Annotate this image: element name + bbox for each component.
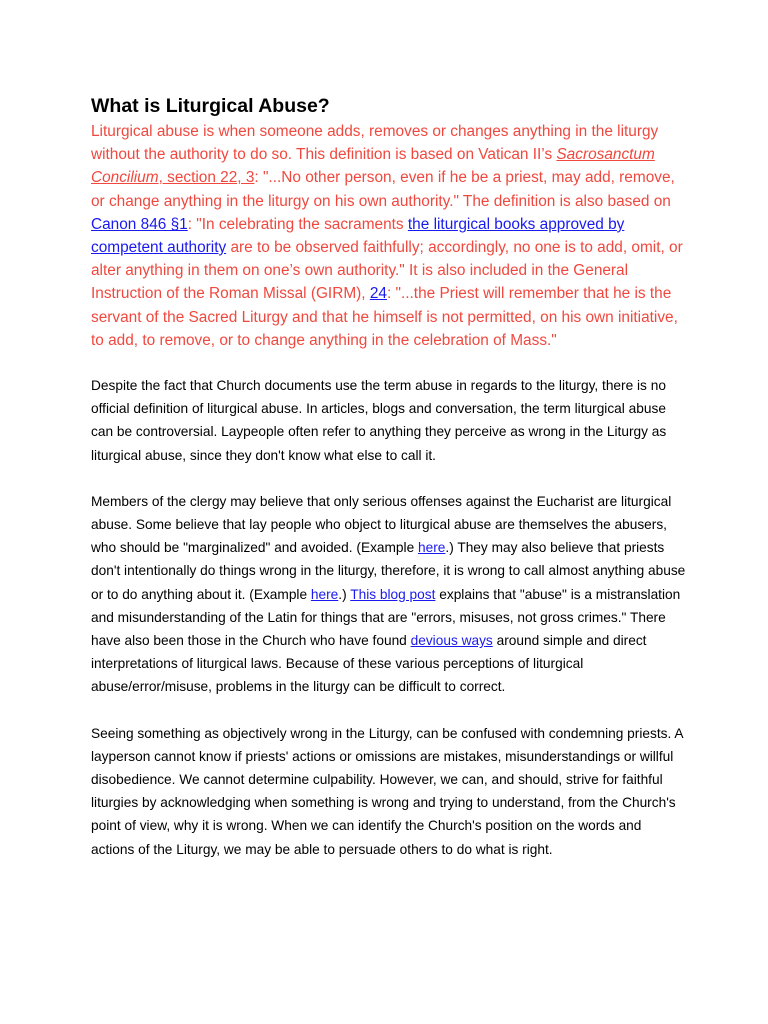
intro-text-1: Liturgical abuse is when someone adds, removes or changes anything in the liturgy without the authority to do so. This definition is based on Vatican II’s [91, 123, 659, 164]
paragraph-culpability: Seeing something as objectively wrong in the Liturgy, can be confused with condemning priests. A layperson cannot know if priests' actions or omissions are mistakes, misunderstandings or willful disobedience. We cannot determine culpability. However, we can, and should, strive for faithful liturgies by acknowledging when something is wrong and trying to understand, from the Church's point of view, why it is wrong. When we can identify the Church's position on the words and actions of the Liturgy, we may be able to persuade others to do what is right. [91, 725, 683, 857]
canon-846-link[interactable]: Canon 846 §1 [91, 215, 188, 233]
example-here-link-2[interactable]: here [310, 586, 339, 602]
para2-text-4: explains that "abuse" is a mistranslation and misunderstanding of the Latin for things that are "errors, misuses, not gross crimes." There have also been those in the Church who have found [91, 586, 681, 649]
section-ref: , section 22, 3 [158, 169, 255, 187]
page-title: What is Liturgical Abuse? [91, 95, 330, 117]
blog-post-link[interactable]: This blog post [350, 586, 436, 602]
para2-text-3: .) [338, 586, 351, 602]
sacrosanctum-concilium-ref: Sacrosanctum Concilium [91, 146, 655, 187]
paragraph-clergy-views [91, 490, 687, 699]
document-page [91, 92, 687, 884]
definition-paragraph [91, 120, 687, 352]
para2-text-1: Members of the clergy may believe that only serious offenses against the Eucharist are liturgical abuse. Some believe that lay people who object to liturgical abuse are themselves the abusers, who should be "marginalized" and avoided. (Example [91, 493, 672, 556]
devious-ways-link[interactable]: devious ways [410, 633, 493, 649]
paragraph-definition-context: Despite the fact that Church documents use the term abuse in regards to the liturgy, there is no official definition of liturgical abuse. In articles, blogs and conversation, the term liturgical abuse can be controversial. Laypeople often refer to anything they perceive as wrong in the Liturgy as liturgical abuse, since they don't know what else to call it. [91, 378, 667, 463]
para2-text-2: .) They may also believe that priests don't intentionally do things wrong in the liturgy, therefore, it is wrong to call almost anything abuse or to do anything about it. (Example [91, 540, 686, 602]
liturgical-books-link[interactable]: the liturgical books approved by competent authority [91, 215, 625, 257]
intro-text-3: : "In celebrating the sacraments [187, 215, 408, 233]
intro-text-5: : "...the Priest will remember that he is the servant of the Sacred Liturgy and that he himself is not permitted, on his own initiative, to add, to remove, or to change anything in the celebration of Mass." [91, 285, 678, 349]
girm-24-link[interactable]: 24 [369, 285, 387, 303]
intro-text-4: are to be observed faithfully; accordingly, no one is to add, omit, or alter anything in them on one’s own authority." It is also included in the General Instruction of the Roman Missal (GIRM), [91, 239, 683, 303]
example-here-link-1[interactable]: here [418, 540, 446, 556]
para2-text-5: around simple and direct interpretations of liturgical laws. Because of these various perceptions of liturgical abuse/error/misuse, problems in the liturgy can be difficult to correct. [91, 633, 647, 695]
intro-text-2: : "...No other person, even if he be a priest, may add, remove, or change anything in the liturgy on his own authority." The definition is also based on [91, 169, 675, 210]
